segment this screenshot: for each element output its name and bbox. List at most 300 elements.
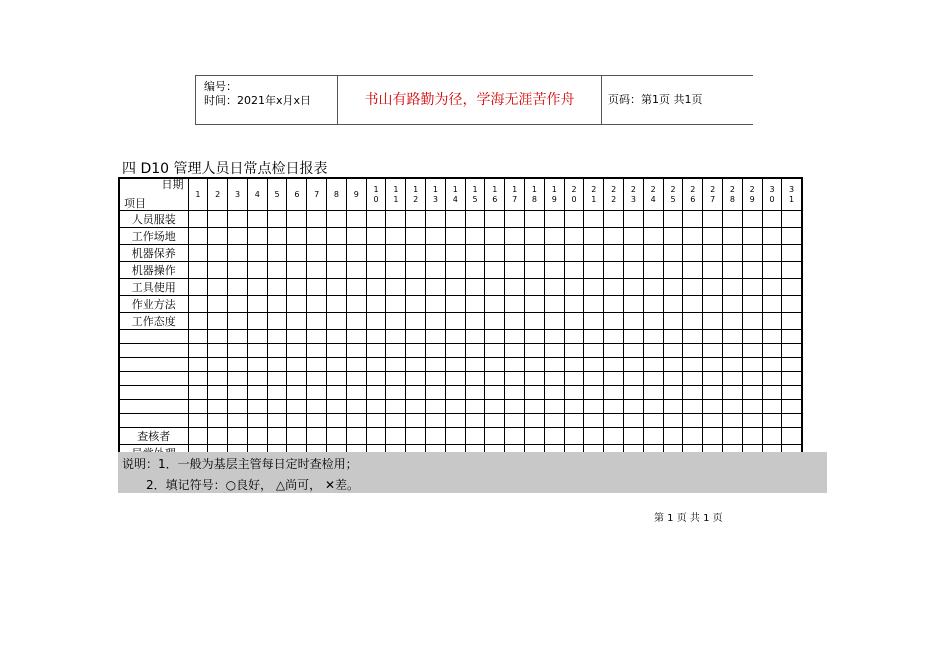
check-cell[interactable] <box>426 372 446 386</box>
check-cell[interactable] <box>287 344 307 358</box>
check-cell[interactable] <box>723 358 743 372</box>
check-cell[interactable] <box>307 245 327 262</box>
check-cell[interactable] <box>742 245 762 262</box>
check-cell[interactable] <box>228 313 248 330</box>
check-cell[interactable] <box>426 358 446 372</box>
check-cell[interactable] <box>307 279 327 296</box>
check-cell[interactable] <box>327 414 347 428</box>
check-cell[interactable] <box>188 228 208 245</box>
check-cell[interactable] <box>723 228 743 245</box>
check-cell[interactable] <box>544 262 564 279</box>
check-cell[interactable] <box>742 279 762 296</box>
check-cell[interactable] <box>683 228 703 245</box>
check-cell[interactable] <box>445 245 465 262</box>
check-cell[interactable] <box>762 262 782 279</box>
check-cell[interactable] <box>643 313 663 330</box>
check-cell[interactable] <box>624 330 644 344</box>
check-cell[interactable] <box>406 400 426 414</box>
check-cell[interactable] <box>742 344 762 358</box>
check-cell[interactable] <box>505 228 525 245</box>
check-cell[interactable] <box>327 296 347 313</box>
check-cell[interactable] <box>544 400 564 414</box>
check-cell[interactable] <box>782 372 802 386</box>
check-cell[interactable] <box>782 400 802 414</box>
check-cell[interactable] <box>307 313 327 330</box>
check-cell[interactable] <box>327 428 347 445</box>
check-cell[interactable] <box>346 279 366 296</box>
check-cell[interactable] <box>643 279 663 296</box>
check-cell[interactable] <box>406 262 426 279</box>
check-cell[interactable] <box>386 386 406 400</box>
check-cell[interactable] <box>386 279 406 296</box>
check-cell[interactable] <box>386 344 406 358</box>
check-cell[interactable] <box>465 372 485 386</box>
check-cell[interactable] <box>782 279 802 296</box>
check-cell[interactable] <box>683 296 703 313</box>
check-cell[interactable] <box>624 400 644 414</box>
check-cell[interactable] <box>643 358 663 372</box>
check-cell[interactable] <box>465 428 485 445</box>
check-cell[interactable] <box>703 414 723 428</box>
check-cell[interactable] <box>663 296 683 313</box>
check-cell[interactable] <box>406 344 426 358</box>
check-cell[interactable] <box>307 414 327 428</box>
check-cell[interactable] <box>445 262 465 279</box>
check-cell[interactable] <box>406 313 426 330</box>
check-cell[interactable] <box>505 428 525 445</box>
check-cell[interactable] <box>604 228 624 245</box>
check-cell[interactable] <box>307 211 327 228</box>
check-cell[interactable] <box>663 228 683 245</box>
check-cell[interactable] <box>346 296 366 313</box>
check-cell[interactable] <box>663 358 683 372</box>
check-cell[interactable] <box>723 344 743 358</box>
check-cell[interactable] <box>386 313 406 330</box>
check-cell[interactable] <box>624 228 644 245</box>
check-cell[interactable] <box>307 428 327 445</box>
check-cell[interactable] <box>247 279 267 296</box>
check-cell[interactable] <box>663 344 683 358</box>
check-cell[interactable] <box>346 400 366 414</box>
check-cell[interactable] <box>267 228 287 245</box>
check-cell[interactable] <box>426 330 446 344</box>
check-cell[interactable] <box>723 330 743 344</box>
check-cell[interactable] <box>762 279 782 296</box>
check-cell[interactable] <box>782 428 802 445</box>
check-cell[interactable] <box>445 414 465 428</box>
check-cell[interactable] <box>505 262 525 279</box>
check-cell[interactable] <box>267 400 287 414</box>
check-cell[interactable] <box>525 313 545 330</box>
check-cell[interactable] <box>267 330 287 344</box>
check-cell[interactable] <box>762 245 782 262</box>
check-cell[interactable] <box>366 386 386 400</box>
check-cell[interactable] <box>188 372 208 386</box>
check-cell[interactable] <box>188 358 208 372</box>
check-cell[interactable] <box>426 296 446 313</box>
check-cell[interactable] <box>544 228 564 245</box>
check-cell[interactable] <box>663 279 683 296</box>
check-cell[interactable] <box>703 428 723 445</box>
check-cell[interactable] <box>544 330 564 344</box>
check-cell[interactable] <box>604 344 624 358</box>
check-cell[interactable] <box>505 279 525 296</box>
check-cell[interactable] <box>584 330 604 344</box>
check-cell[interactable] <box>267 296 287 313</box>
check-cell[interactable] <box>208 414 228 428</box>
check-cell[interactable] <box>406 358 426 372</box>
check-cell[interactable] <box>208 245 228 262</box>
check-cell[interactable] <box>426 262 446 279</box>
check-cell[interactable] <box>485 400 505 414</box>
check-cell[interactable] <box>544 279 564 296</box>
check-cell[interactable] <box>584 400 604 414</box>
check-cell[interactable] <box>406 428 426 445</box>
check-cell[interactable] <box>327 262 347 279</box>
check-cell[interactable] <box>505 245 525 262</box>
check-cell[interactable] <box>445 279 465 296</box>
check-cell[interactable] <box>188 313 208 330</box>
check-cell[interactable] <box>723 386 743 400</box>
check-cell[interactable] <box>228 400 248 414</box>
check-cell[interactable] <box>762 372 782 386</box>
check-cell[interactable] <box>485 296 505 313</box>
check-cell[interactable] <box>782 330 802 344</box>
check-cell[interactable] <box>584 372 604 386</box>
check-cell[interactable] <box>564 228 584 245</box>
check-cell[interactable] <box>584 358 604 372</box>
check-cell[interactable] <box>762 386 782 400</box>
check-cell[interactable] <box>426 344 446 358</box>
check-cell[interactable] <box>287 414 307 428</box>
check-cell[interactable] <box>485 279 505 296</box>
check-cell[interactable] <box>604 386 624 400</box>
check-cell[interactable] <box>327 330 347 344</box>
check-cell[interactable] <box>327 344 347 358</box>
check-cell[interactable] <box>188 414 208 428</box>
check-cell[interactable] <box>525 428 545 445</box>
check-cell[interactable] <box>386 400 406 414</box>
check-cell[interactable] <box>366 400 386 414</box>
check-cell[interactable] <box>307 344 327 358</box>
check-cell[interactable] <box>267 428 287 445</box>
check-cell[interactable] <box>564 211 584 228</box>
check-cell[interactable] <box>782 358 802 372</box>
check-cell[interactable] <box>386 372 406 386</box>
check-cell[interactable] <box>762 330 782 344</box>
check-cell[interactable] <box>287 279 307 296</box>
check-cell[interactable] <box>683 313 703 330</box>
check-cell[interactable] <box>247 262 267 279</box>
check-cell[interactable] <box>663 414 683 428</box>
check-cell[interactable] <box>584 344 604 358</box>
check-cell[interactable] <box>604 296 624 313</box>
check-cell[interactable] <box>406 414 426 428</box>
check-cell[interactable] <box>584 313 604 330</box>
check-cell[interactable] <box>525 279 545 296</box>
check-cell[interactable] <box>604 211 624 228</box>
check-cell[interactable] <box>643 428 663 445</box>
check-cell[interactable] <box>485 428 505 445</box>
check-cell[interactable] <box>564 296 584 313</box>
check-cell[interactable] <box>247 344 267 358</box>
check-cell[interactable] <box>247 372 267 386</box>
check-cell[interactable] <box>703 228 723 245</box>
check-cell[interactable] <box>426 428 446 445</box>
check-cell[interactable] <box>366 313 386 330</box>
check-cell[interactable] <box>782 228 802 245</box>
check-cell[interactable] <box>485 414 505 428</box>
check-cell[interactable] <box>683 372 703 386</box>
check-cell[interactable] <box>683 262 703 279</box>
check-cell[interactable] <box>505 211 525 228</box>
check-cell[interactable] <box>584 228 604 245</box>
check-cell[interactable] <box>406 279 426 296</box>
check-cell[interactable] <box>287 228 307 245</box>
check-cell[interactable] <box>525 414 545 428</box>
check-cell[interactable] <box>584 279 604 296</box>
check-cell[interactable] <box>465 400 485 414</box>
check-cell[interactable] <box>624 428 644 445</box>
check-cell[interactable] <box>228 372 248 386</box>
check-cell[interactable] <box>703 372 723 386</box>
check-cell[interactable] <box>406 245 426 262</box>
check-cell[interactable] <box>406 296 426 313</box>
check-cell[interactable] <box>663 330 683 344</box>
check-cell[interactable] <box>505 400 525 414</box>
check-cell[interactable] <box>683 245 703 262</box>
check-cell[interactable] <box>327 313 347 330</box>
check-cell[interactable] <box>663 313 683 330</box>
check-cell[interactable] <box>228 344 248 358</box>
check-cell[interactable] <box>247 211 267 228</box>
check-cell[interactable] <box>228 386 248 400</box>
check-cell[interactable] <box>307 400 327 414</box>
check-cell[interactable] <box>485 211 505 228</box>
check-cell[interactable] <box>584 296 604 313</box>
check-cell[interactable] <box>485 386 505 400</box>
check-cell[interactable] <box>742 358 762 372</box>
check-cell[interactable] <box>703 358 723 372</box>
check-cell[interactable] <box>525 372 545 386</box>
check-cell[interactable] <box>247 228 267 245</box>
check-cell[interactable] <box>584 211 604 228</box>
check-cell[interactable] <box>742 296 762 313</box>
check-cell[interactable] <box>188 400 208 414</box>
check-cell[interactable] <box>663 428 683 445</box>
check-cell[interactable] <box>208 372 228 386</box>
check-cell[interactable] <box>267 414 287 428</box>
check-cell[interactable] <box>604 313 624 330</box>
check-cell[interactable] <box>742 228 762 245</box>
check-cell[interactable] <box>624 372 644 386</box>
check-cell[interactable] <box>327 400 347 414</box>
check-cell[interactable] <box>703 400 723 414</box>
check-cell[interactable] <box>683 279 703 296</box>
check-cell[interactable] <box>445 330 465 344</box>
check-cell[interactable] <box>366 428 386 445</box>
check-cell[interactable] <box>445 228 465 245</box>
check-cell[interactable] <box>643 245 663 262</box>
check-cell[interactable] <box>188 262 208 279</box>
check-cell[interactable] <box>287 330 307 344</box>
check-cell[interactable] <box>307 386 327 400</box>
check-cell[interactable] <box>386 245 406 262</box>
check-cell[interactable] <box>327 228 347 245</box>
check-cell[interactable] <box>247 245 267 262</box>
check-cell[interactable] <box>208 400 228 414</box>
check-cell[interactable] <box>703 386 723 400</box>
check-cell[interactable] <box>426 228 446 245</box>
check-cell[interactable] <box>445 358 465 372</box>
check-cell[interactable] <box>386 228 406 245</box>
check-cell[interactable] <box>465 262 485 279</box>
check-cell[interactable] <box>762 211 782 228</box>
check-cell[interactable] <box>287 400 307 414</box>
check-cell[interactable] <box>663 386 683 400</box>
check-cell[interactable] <box>624 414 644 428</box>
check-cell[interactable] <box>544 358 564 372</box>
check-cell[interactable] <box>624 296 644 313</box>
check-cell[interactable] <box>346 262 366 279</box>
check-cell[interactable] <box>346 414 366 428</box>
check-cell[interactable] <box>327 386 347 400</box>
check-cell[interactable] <box>643 262 663 279</box>
check-cell[interactable] <box>287 262 307 279</box>
check-cell[interactable] <box>287 245 307 262</box>
check-cell[interactable] <box>683 330 703 344</box>
check-cell[interactable] <box>208 428 228 445</box>
check-cell[interactable] <box>604 428 624 445</box>
check-cell[interactable] <box>485 245 505 262</box>
check-cell[interactable] <box>544 344 564 358</box>
check-cell[interactable] <box>287 358 307 372</box>
check-cell[interactable] <box>386 262 406 279</box>
check-cell[interactable] <box>643 414 663 428</box>
check-cell[interactable] <box>604 414 624 428</box>
check-cell[interactable] <box>188 344 208 358</box>
check-cell[interactable] <box>723 262 743 279</box>
check-cell[interactable] <box>247 386 267 400</box>
check-cell[interactable] <box>228 428 248 445</box>
check-cell[interactable] <box>346 386 366 400</box>
check-cell[interactable] <box>188 386 208 400</box>
check-cell[interactable] <box>366 296 386 313</box>
check-cell[interactable] <box>604 358 624 372</box>
check-cell[interactable] <box>782 211 802 228</box>
check-cell[interactable] <box>327 372 347 386</box>
check-cell[interactable] <box>525 228 545 245</box>
check-cell[interactable] <box>208 211 228 228</box>
check-cell[interactable] <box>564 330 584 344</box>
check-cell[interactable] <box>624 262 644 279</box>
check-cell[interactable] <box>406 228 426 245</box>
check-cell[interactable] <box>445 372 465 386</box>
check-cell[interactable] <box>346 228 366 245</box>
check-cell[interactable] <box>426 414 446 428</box>
check-cell[interactable] <box>287 428 307 445</box>
check-cell[interactable] <box>406 372 426 386</box>
check-cell[interactable] <box>782 344 802 358</box>
check-cell[interactable] <box>703 330 723 344</box>
check-cell[interactable] <box>208 313 228 330</box>
check-cell[interactable] <box>287 313 307 330</box>
check-cell[interactable] <box>426 245 446 262</box>
check-cell[interactable] <box>762 428 782 445</box>
check-cell[interactable] <box>366 330 386 344</box>
check-cell[interactable] <box>703 262 723 279</box>
check-cell[interactable] <box>742 262 762 279</box>
check-cell[interactable] <box>228 358 248 372</box>
check-cell[interactable] <box>208 330 228 344</box>
check-cell[interactable] <box>663 211 683 228</box>
check-cell[interactable] <box>643 228 663 245</box>
check-cell[interactable] <box>564 428 584 445</box>
check-cell[interactable] <box>624 313 644 330</box>
check-cell[interactable] <box>525 296 545 313</box>
check-cell[interactable] <box>445 296 465 313</box>
check-cell[interactable] <box>505 386 525 400</box>
check-cell[interactable] <box>584 428 604 445</box>
check-cell[interactable] <box>703 245 723 262</box>
check-cell[interactable] <box>445 400 465 414</box>
check-cell[interactable] <box>723 400 743 414</box>
check-cell[interactable] <box>346 428 366 445</box>
check-cell[interactable] <box>683 414 703 428</box>
check-cell[interactable] <box>544 296 564 313</box>
check-cell[interactable] <box>762 344 782 358</box>
check-cell[interactable] <box>782 245 802 262</box>
check-cell[interactable] <box>267 211 287 228</box>
check-cell[interactable] <box>228 330 248 344</box>
check-cell[interactable] <box>346 330 366 344</box>
check-cell[interactable] <box>386 414 406 428</box>
check-cell[interactable] <box>624 344 644 358</box>
check-cell[interactable] <box>525 344 545 358</box>
check-cell[interactable] <box>445 211 465 228</box>
check-cell[interactable] <box>327 245 347 262</box>
check-cell[interactable] <box>267 245 287 262</box>
check-cell[interactable] <box>327 211 347 228</box>
check-cell[interactable] <box>663 245 683 262</box>
check-cell[interactable] <box>287 372 307 386</box>
check-cell[interactable] <box>307 372 327 386</box>
check-cell[interactable] <box>564 372 584 386</box>
check-cell[interactable] <box>525 386 545 400</box>
check-cell[interactable] <box>208 358 228 372</box>
check-cell[interactable] <box>584 414 604 428</box>
check-cell[interactable] <box>267 262 287 279</box>
check-cell[interactable] <box>683 358 703 372</box>
check-cell[interactable] <box>703 344 723 358</box>
check-cell[interactable] <box>505 344 525 358</box>
check-cell[interactable] <box>525 330 545 344</box>
check-cell[interactable] <box>782 296 802 313</box>
check-cell[interactable] <box>683 428 703 445</box>
check-cell[interactable] <box>544 245 564 262</box>
check-cell[interactable] <box>742 400 762 414</box>
check-cell[interactable] <box>584 262 604 279</box>
check-cell[interactable] <box>505 358 525 372</box>
check-cell[interactable] <box>564 245 584 262</box>
check-cell[interactable] <box>426 313 446 330</box>
check-cell[interactable] <box>386 428 406 445</box>
check-cell[interactable] <box>544 211 564 228</box>
check-cell[interactable] <box>465 211 485 228</box>
check-cell[interactable] <box>445 313 465 330</box>
check-cell[interactable] <box>485 313 505 330</box>
check-cell[interactable] <box>624 211 644 228</box>
